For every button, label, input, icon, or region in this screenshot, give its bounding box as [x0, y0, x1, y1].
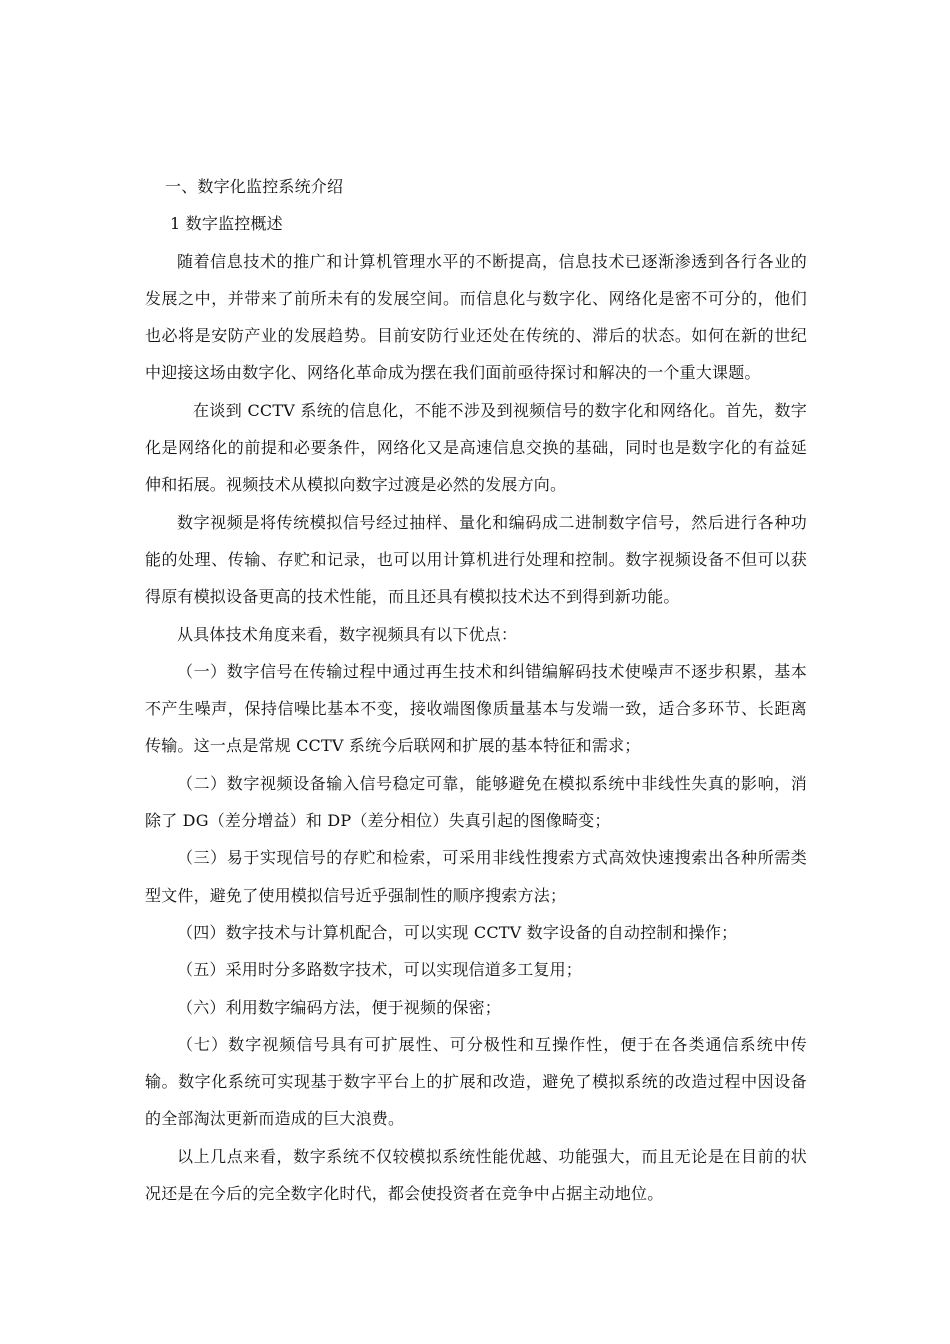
paragraph-advantage-5: （五）采用时分多路数字技术，可以实现信道多工复用； — [177, 960, 583, 980]
paragraph-advantage-7: （七）数字视频信号具有可扩展性、可分极性和互操作性，便于在各类通信系统中传输。数字化系统可实现基于数字平台上的扩展和改造，避免了模拟系统的改造过程中因设备的全部淘汰更新而造成的巨大浪费。 — [145, 1034, 807, 1129]
paragraph-conclusion: 以上几点来看，数字系统不仅较模拟系统性能优越、功能强大，而且无论是在目前的状况还是在今后的完全数字化时代，都会使投资者在竞争中占据主动地位。 — [145, 1146, 807, 1204]
paragraph-advantages-intro: 从具体技术角度来看，数字视频具有以下优点： — [177, 624, 518, 644]
document-body — [145, 168, 807, 1212]
paragraph-intro: 随着信息技术的推广和计算机管理水平的不断提高，信息技术已逐渐渗透到各行各业的发展之中，并带来了前所未有的发展空间。而信息化与数字化、网络化是密不可分的，他们也必将是安防产业的发展趋势。目前安防行业还处在传统的、滞后的状态。如何在新的世纪中迎接这场由数字化、网络化革命成为摆在我们面前亟待探讨和解决的一个重大课题。 — [145, 251, 807, 383]
paragraph-advantage-6: （六）利用数字编码方法，便于视频的保密； — [177, 997, 502, 1017]
paragraph-cctv: 在谈到 CCTV 系统的信息化，不能不涉及到视频信号的数字化和网络化。首先，数字化是网络化的前提和必要条件，网络化又是高速信息交换的基础，同时也是数字化的有益延伸和拓展。视频技术从模拟向数字过渡是必然的发展方向。 — [145, 400, 807, 495]
section-title: 一、数字化监控系统介绍 — [165, 177, 344, 196]
paragraph-digital-video: 数字视频是将传统模拟信号经过抽样、量化和编码成二进制数字信号，然后进行各种功能的处理、传输、存贮和记录，也可以用计算机进行处理和控制。数字视频设备不但可以获得原有模拟设备更高的技术性能，而且还具有模拟技术达不到得到新功能。 — [145, 512, 807, 607]
paragraph-advantage-4: （四）数字技术与计算机配合，可以实现 CCTV 数字设备的自动控制和操作； — [177, 922, 738, 942]
paragraph-advantage-1: （一）数字信号在传输过程中通过再生技术和纠错编解码技术使噪声不逐步积累，基本不产生噪声，保持信噪比基本不变，接收端图像质量基本与发端一致，适合多环节、长距离传输。这一点是常规 CCTV 系统今后联网和扩展的基本特征和需求； — [145, 661, 807, 756]
subsection-title: 1 数字监控概述 — [170, 214, 283, 234]
paragraph-advantage-3: （三）易于实现信号的存贮和检索，可采用非线性搜索方式高效快速搜索出各种所需类型文件，避免了使用模拟信号近乎强制性的顺序搜索方法； — [145, 848, 807, 905]
paragraph-advantage-2: （二）数字视频设备输入信号稳定可靠，能够避免在模拟系统中非线性失真的影响，消除了 DG（差分增益）和 DP（差分相位）失真引起的图像畸变； — [145, 773, 807, 831]
